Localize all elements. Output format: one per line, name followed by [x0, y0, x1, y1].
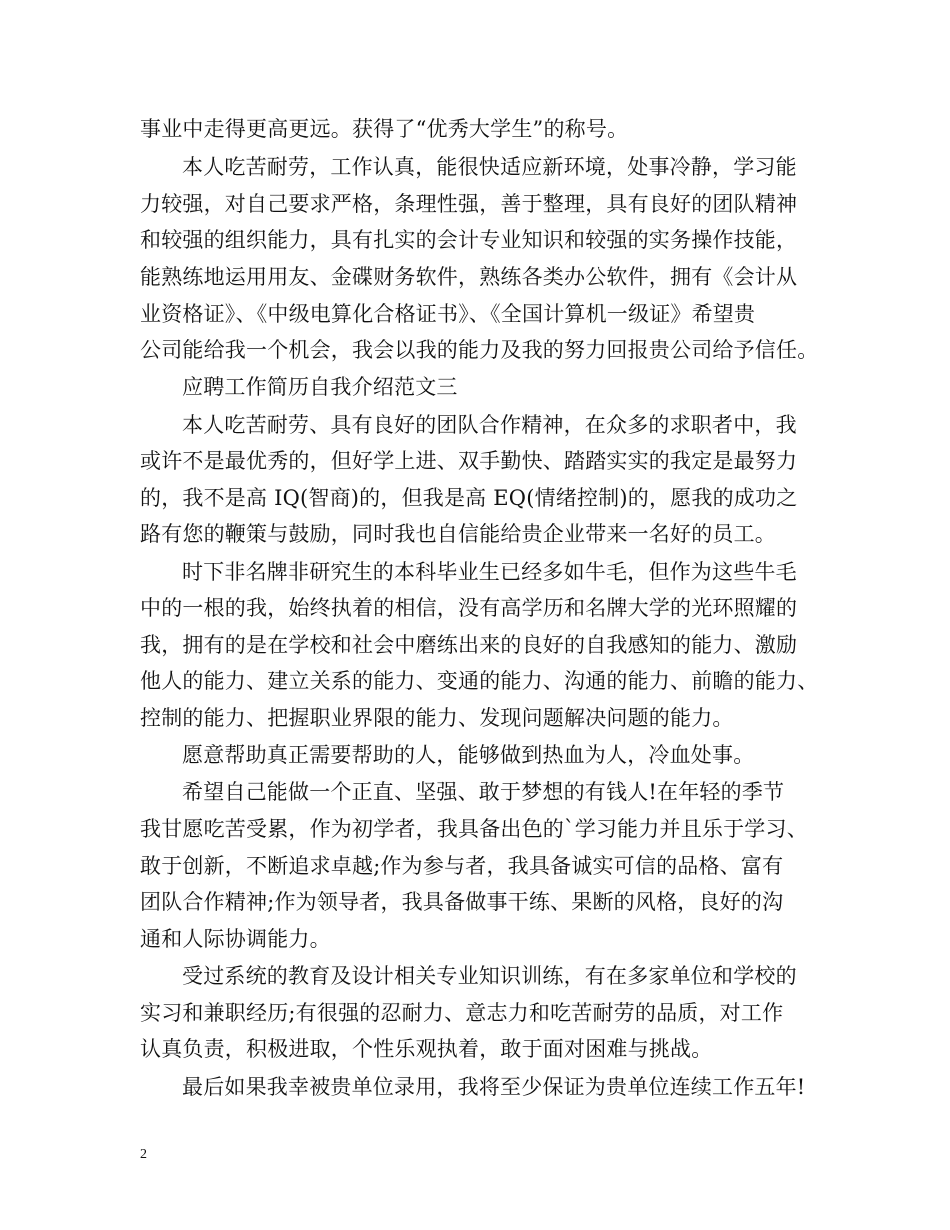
text-line: 本人吃苦耐劳，工作认真，能很快适应新环境，处事冷静，学习能 [182, 155, 797, 179]
text-line: 他人的能力、建立关系的能力、变通的能力、沟通的能力、前瞻的能力、 [140, 669, 819, 693]
text-line: 或许不是最优秀的，但好学上进、双手勤快、踏踏实实的我定是最努力 [140, 449, 798, 473]
text-line: 路有您的鞭策与鼓励，同时我也自信能给贵企业带来一名好的员工。 [140, 522, 776, 546]
text-line: 希望自己能做一个正直、坚强、敢于梦想的有钱人!在年轻的季节 [182, 780, 785, 804]
text-line: 的，我不是高 IQ(智商)的，但我是高 EQ(情绪控制)的，愿我的成功之 [140, 486, 798, 510]
text-line: 公司能给我一个机会，我会以我的能力及我的努力回报贵公司给予信任。 [140, 338, 819, 362]
text-line: 业资格证》、《中级电算化合格证书》、《全国计算机一级证》希望贵 [140, 302, 756, 326]
text-line: 敢于创新，不断追求卓越;作为参与者，我具备诚实可信的品格、富有 [140, 854, 784, 878]
text-line: 我甘愿吃苦受累，作为初学者，我具备出色的`学习能力并且乐于学习、 [140, 817, 808, 841]
text-line: 控制的能力、把握职业界限的能力、发现问题解决问题的能力。 [140, 706, 734, 730]
text-line: 能熟练地运用用友、金碟财务软件，熟练各类办公软件，拥有《会计从 [140, 265, 798, 289]
text-line: 实习和兼职经历;有很强的忍耐力、意志力和吃苦耐劳的品质，对工作 [140, 1001, 784, 1025]
text-line: 认真负责，积极进取，个性乐观执着，敢于面对困难与挑战。 [140, 1037, 713, 1061]
page-number: 2 [140, 1147, 147, 1162]
section-heading: 应聘工作简历自我介绍范文三 [182, 375, 458, 399]
text-line: 通和人际协调能力。 [140, 927, 331, 951]
text-line: 愿意帮助真正需要帮助的人，能够做到热血为人，冷血处事。 [182, 743, 755, 767]
text-line: 受过系统的教育及设计相关专业知识训练，有在多家单位和学校的 [182, 964, 797, 988]
text-line: 中的一根的我，始终执着的相信，没有高学历和名牌大学的光环照耀的 [140, 596, 798, 620]
text-line: 时下非名牌非研究生的本科毕业生已经多如牛毛，但作为这些牛毛 [182, 560, 797, 584]
text-line: 事业中走得更高更远。获得了“优秀大学生”的称号。 [140, 117, 629, 141]
text-line: 最后如果我幸被贵单位录用，我将至少保证为贵单位连续工作五年! [182, 1075, 806, 1099]
text-line: 我，拥有的是在学校和社会中磨练出来的良好的自我感知的能力、激励 [140, 633, 798, 657]
text-line: 力较强，对自己要求严格，条理性强，善于整理，具有良好的团队精神 [140, 192, 798, 216]
text-line: 和较强的组织能力，具有扎实的会计专业知识和较强的实务操作技能， [140, 228, 798, 252]
text-line: 团队合作精神;作为领导者，我具备做事干练、果断的风格，良好的沟 [140, 890, 784, 914]
text-line: 本人吃苦耐劳、具有良好的团队合作精神，在众多的求职者中，我 [182, 413, 797, 437]
